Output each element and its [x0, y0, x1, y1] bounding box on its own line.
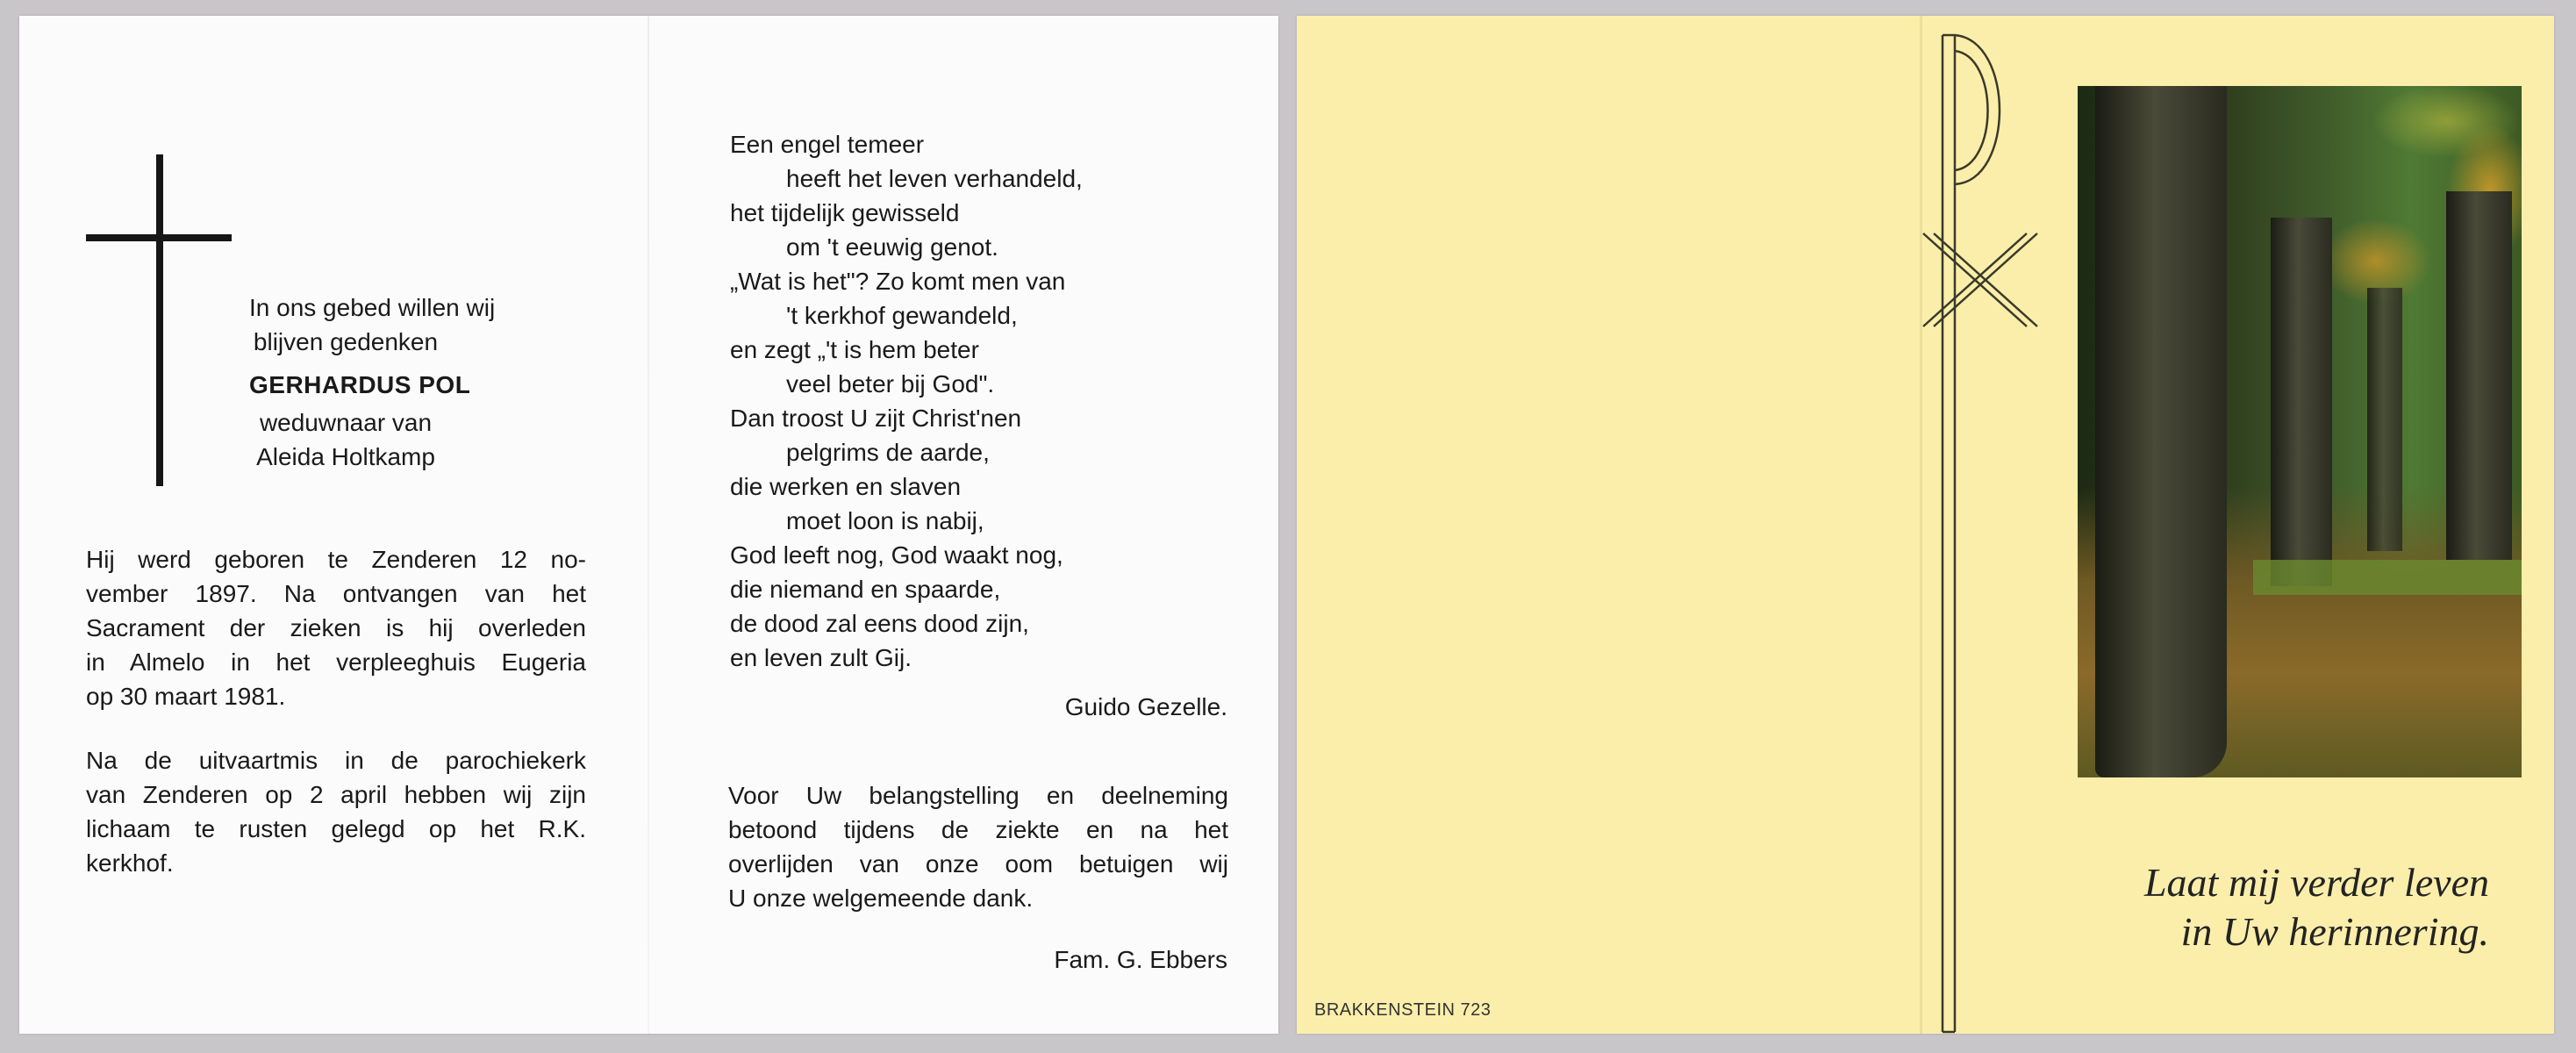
- bio-line: in Almelo in het verpleeghuis Eugeria: [86, 648, 586, 676]
- bio-paragraph-2: [86, 743, 586, 880]
- poem-line: God leeft nog, God waakt nog,: [730, 541, 1063, 569]
- poem-line: om 't eeuwig genot.: [786, 233, 998, 261]
- poem-author: Guido Gezelle.: [1064, 693, 1227, 720]
- bio-line: Sacrament der zieken is hij overleden: [86, 614, 586, 641]
- poem-line: en zegt „'t is hem beter: [730, 336, 979, 363]
- thanks-line: Voor Uw belangstelling en deelneming: [728, 782, 1228, 809]
- poem-line: de dood zal eens dood zijn,: [730, 610, 1029, 637]
- bio-paragraph-1: [86, 542, 586, 713]
- publisher-imprint: BRAKKENSTEIN 723: [1314, 1000, 1492, 1020]
- poem-line: heeft het leven verhandeld,: [786, 165, 1083, 192]
- quote-line2: in Uw herinnering.: [2180, 909, 2489, 954]
- family-signature: Fam. G. Ebbers: [1054, 946, 1227, 973]
- card-fold-line: [648, 16, 649, 1034]
- thanks-paragraph: [728, 778, 1228, 915]
- poem-line: Een engel temeer: [730, 131, 925, 158]
- thanks-line: betoond tijdens de ziekte en na het: [728, 816, 1228, 843]
- poem-line: moet loon is nabij,: [786, 507, 984, 534]
- bio-line: lichaam te rusten gelegd op het R.K.: [86, 815, 586, 842]
- bio-line: op 30 maart 1981.: [86, 683, 286, 710]
- poem-line: veel beter bij God".: [786, 370, 995, 398]
- poem-line: pelgrims de aarde,: [786, 439, 990, 466]
- poem-line: 't kerkhof gewandeld,: [786, 302, 1018, 329]
- poem-line: Dan troost U zijt Christ'nen: [730, 405, 1022, 432]
- poem-line: en leven zult Gij.: [730, 644, 912, 671]
- poem-line: die werken en slaven: [730, 473, 962, 500]
- poem-line: „Wat is het"? Zo komt men van: [730, 268, 1066, 295]
- memorial-quote: [2144, 858, 2489, 956]
- poem: [730, 127, 1083, 675]
- quote-line1: Laat mij verder leven: [2143, 860, 2489, 905]
- memorial-card-outside: [1297, 16, 2554, 1034]
- bio-line: Na de uitvaartmis in de parochiekerk: [86, 747, 586, 774]
- poem-line: het tijdelijk gewisseld: [730, 199, 960, 226]
- bio-line: van Zenderen op 2 april hebben wij zijn: [86, 781, 586, 808]
- heading-block: [249, 290, 496, 474]
- heading-line1: In ons gebed willen wij: [249, 294, 496, 321]
- bio-line: kerkhof.: [86, 849, 174, 877]
- thanks-line: U onze welgemeende dank.: [728, 885, 1034, 912]
- bio-line: Hij werd geboren te Zenderen 12 no-: [86, 546, 586, 573]
- relation-line1: weduwnaar van: [259, 409, 433, 436]
- chi-rho-icon: [1918, 32, 2093, 1041]
- relation-line2: Aleida Holtkamp: [256, 443, 435, 470]
- memorial-card-inside: [19, 16, 1278, 1034]
- autumn-forest-photo: [2078, 86, 2522, 777]
- deceased-name: GERHARDUS POL: [249, 371, 471, 398]
- heading-line2: blijven gedenken: [253, 328, 439, 355]
- thanks-line: overlijden van onze oom betuigen wij: [728, 850, 1228, 878]
- poem-line: die niemand en spaarde,: [730, 576, 1001, 603]
- bio-line: vember 1897. Na ontvangen van het: [86, 580, 586, 607]
